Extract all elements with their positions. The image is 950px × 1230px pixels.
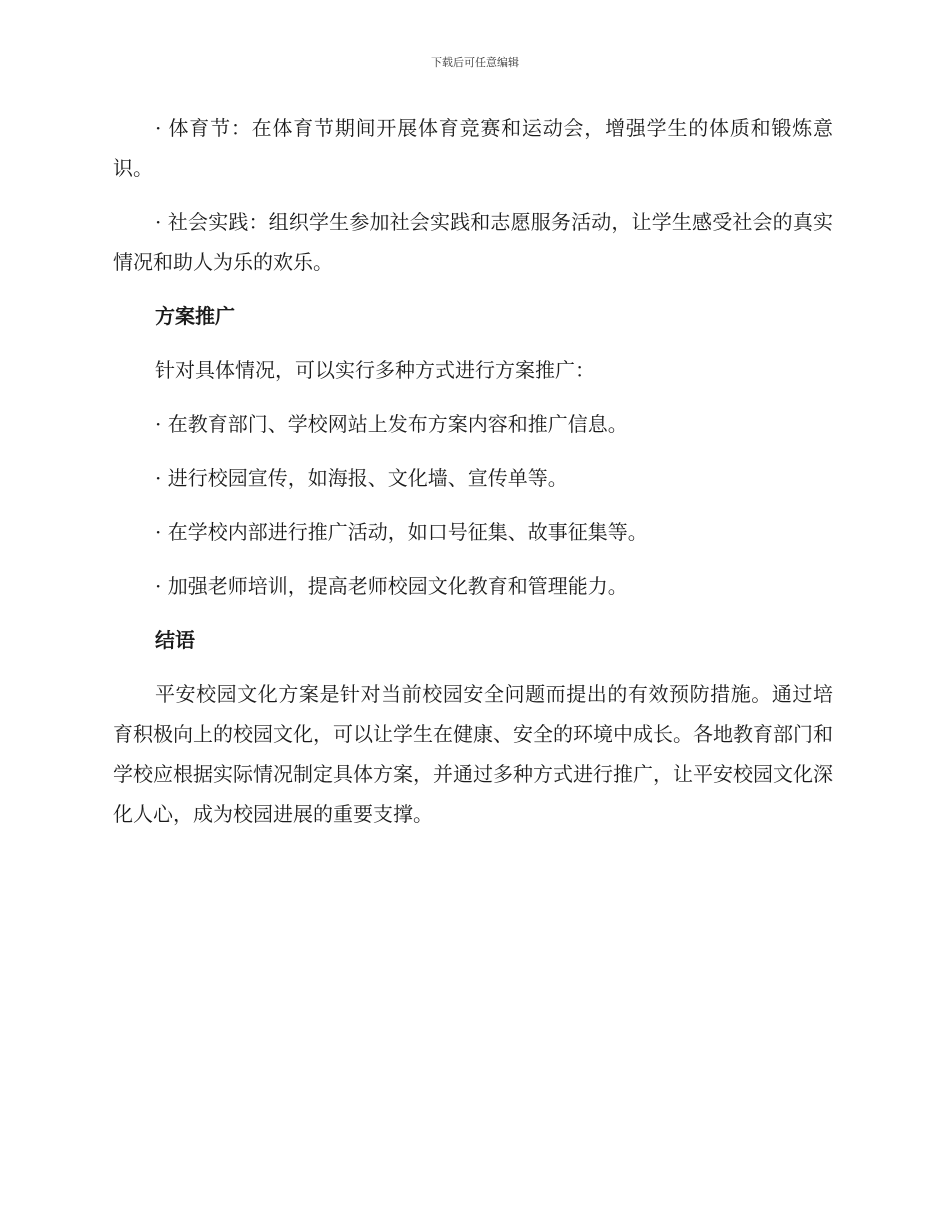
bullet-internal-activities: · 在学校内部进行推广活动，如口号征集、故事征集等。 bbox=[155, 520, 648, 544]
bullet-teacher-training: · 加强老师培训，提高老师校园文化教育和管理能力。 bbox=[155, 574, 628, 598]
document-body bbox=[113, 108, 833, 848]
bullet-sports-festival: · 体育节：在体育节期间开展体育竞赛和运动会，增强学生的体质和锻炼意识。 bbox=[113, 116, 833, 180]
promotion-intro: 针对具体情况，可以实行多种方式进行方案推广： bbox=[155, 358, 595, 382]
page-header: 下载后可任意编辑 bbox=[431, 56, 519, 69]
bullet-campus-publicity: · 进行校园宣传，如海报、文化墙、宣传单等。 bbox=[155, 466, 568, 490]
section-heading-promotion: 方案推广 bbox=[155, 304, 235, 328]
conclusion-paragraph: 平安校园文化方案是针对当前校园安全问题而提出的有效预防措施。通过培育积极向上的校园文化，可以让学生在健康、安全的环境中成长。各地教育部门和学校应根据实际情况制定具体方案，并通过多种方式进行推广，让平安校园文化深化人心，成为校园进展的重要支撑。 bbox=[113, 682, 833, 826]
bullet-publish-online: · 在教育部门、学校网站上发布方案内容和推广信息。 bbox=[155, 412, 628, 436]
section-heading-conclusion: 结语 bbox=[155, 628, 195, 652]
bullet-social-practice: · 社会实践：组织学生参加社会实践和志愿服务活动，让学生感受社会的真实情况和助人为乐的欢乐。 bbox=[113, 210, 833, 274]
